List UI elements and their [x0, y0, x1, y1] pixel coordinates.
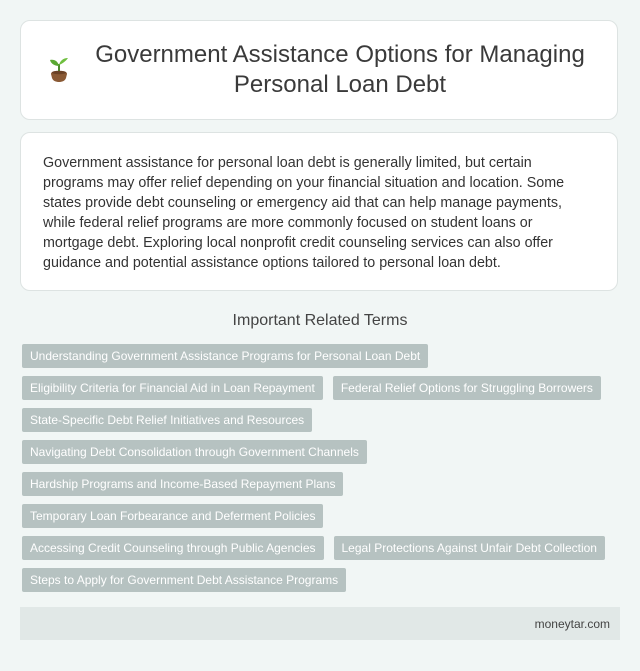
related-terms-heading: Important Related Terms	[232, 312, 408, 329]
term-tag[interactable]: Steps to Apply for Government Debt Assistance Programs	[22, 568, 346, 592]
term-tag[interactable]: Federal Relief Options for Struggling Borrowers	[333, 376, 601, 400]
term-tag[interactable]: State-Specific Debt Relief Initiatives and Resources	[22, 408, 312, 432]
title-card	[20, 20, 618, 120]
footer-site-link[interactable]: moneytar.com	[534, 616, 610, 631]
term-tag[interactable]: Navigating Debt Consolidation through Government Channels	[22, 440, 367, 464]
description-card	[20, 132, 618, 291]
page-title: Government Assistance Options for Managing Personal Loan Debt	[95, 41, 585, 98]
term-tag[interactable]: Accessing Credit Counseling through Public Agencies	[22, 536, 324, 560]
related-terms-list	[22, 344, 622, 592]
term-tag[interactable]: Eligibility Criteria for Financial Aid in Loan Repayment	[22, 376, 323, 400]
title-row	[21, 40, 617, 100]
term-tag[interactable]: Understanding Government Assistance Programs for Personal Loan Debt	[22, 344, 428, 368]
description-text: Government assistance for personal loan debt is generally limited, but certain programs may offer relief depending on your financial situation and location. Some states provide debt counseling or emergency aid that can help manage payments, while federal relief programs are more commonly focused on student loans or mortgage debt. Exploring local nonprofit credit counseling services can also offer guidance and potential assistance options tailored to personal loan debt.	[43, 155, 565, 271]
seedling-icon	[45, 56, 73, 84]
term-tag[interactable]: Hardship Programs and Income-Based Repayment Plans	[22, 472, 343, 496]
term-tag[interactable]: Temporary Loan Forbearance and Deferment Policies	[22, 504, 323, 528]
footer	[20, 607, 620, 640]
term-tag[interactable]: Legal Protections Against Unfair Debt Collection	[334, 536, 605, 560]
